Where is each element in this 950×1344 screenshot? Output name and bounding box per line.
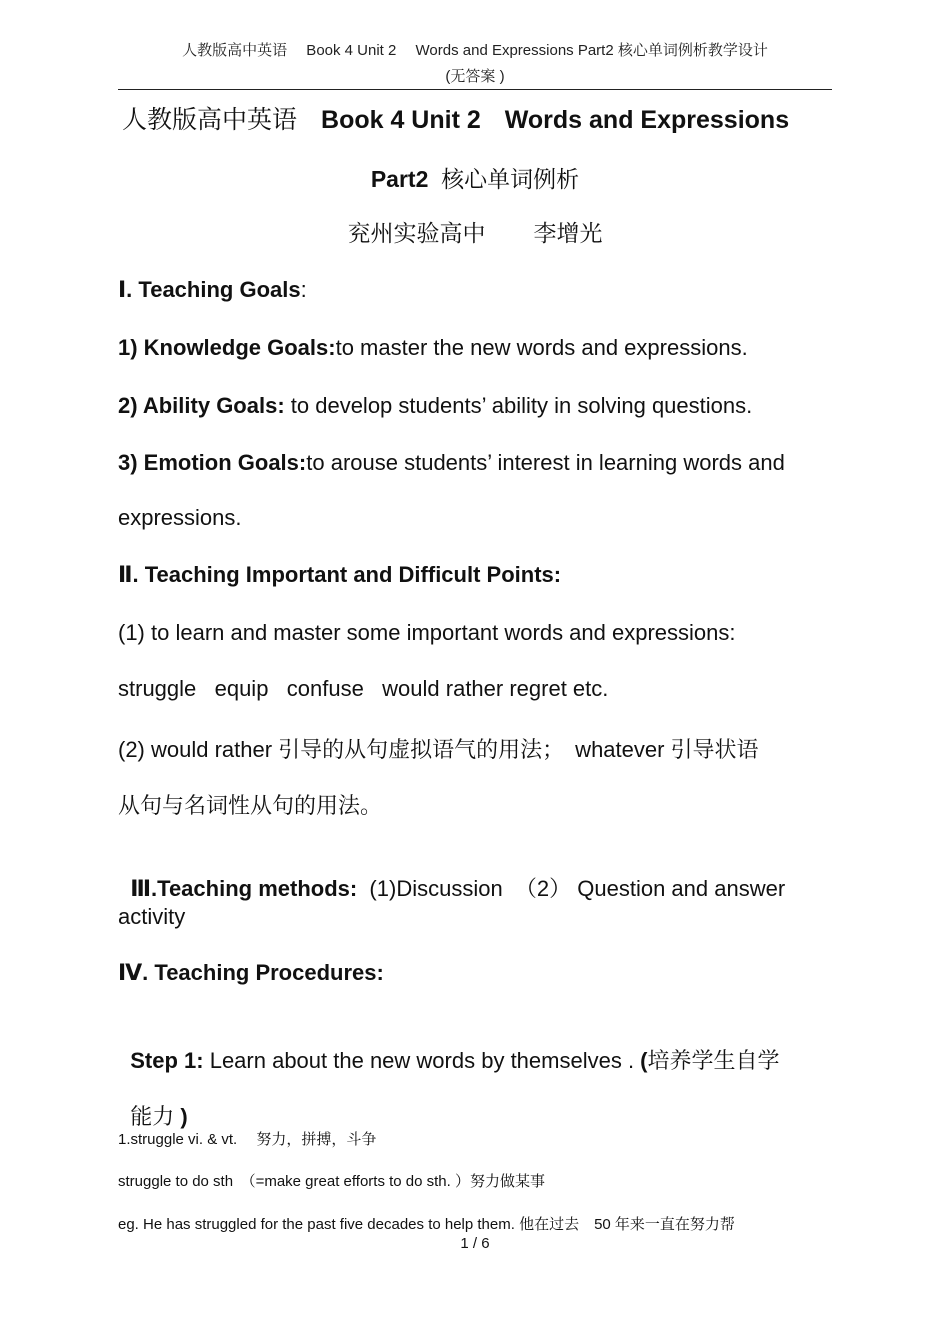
- author-name: 李增光: [533, 220, 603, 246]
- header-divider: [118, 89, 832, 90]
- knowledge-goals: [118, 335, 748, 361]
- emotion-goals-cont: expressions.: [118, 505, 242, 530]
- vocab-item-struggle: 1.struggle vi. & vt. 努力，拼搏，斗争: [118, 1131, 377, 1148]
- document-subtitle: [0, 161, 950, 194]
- point2-cont: 从句与名词性从句的用法。: [118, 793, 383, 818]
- author-line: [0, 215, 950, 248]
- knowledge-goals-text: to master the new words and expressions.: [335, 335, 748, 360]
- section3-line: [118, 846, 785, 903]
- author-school: 兖州实验高中: [347, 220, 486, 246]
- step1-cn: 培养学生自学: [647, 1048, 780, 1073]
- subtitle-part: Part2: [370, 166, 429, 192]
- section2-heading: Ⅱ. Teaching Important and Difficult Points:: [118, 562, 562, 587]
- section3-text: (1)Discussion （2） Question and answer: [357, 876, 786, 901]
- running-header: [118, 38, 832, 90]
- section3-heading: Ⅲ.Teaching methods:: [130, 876, 358, 901]
- document-title: [118, 100, 858, 136]
- ability-goals-label: 2) Ability Goals:: [118, 393, 285, 418]
- knowledge-goals-label: 1) Knowledge Goals:: [118, 335, 336, 360]
- section4-heading: Ⅳ. Teaching Procedures:: [118, 960, 384, 985]
- step1-cont: 能力 ): [130, 1104, 188, 1129]
- point1: (1) to learn and master some important words and expressions:: [118, 620, 736, 645]
- title-chinese: 人教版高中英语: [122, 106, 298, 134]
- point1-words: struggle equip confuse would rather regret etc.: [118, 676, 609, 701]
- running-header-line1: 人教版高中英语 Book 4 Unit 2 Words and Expressions Part2 核心单词例析教学设计: [182, 42, 768, 59]
- emotion-goals: [118, 450, 785, 476]
- step1: Step 1: Learn about the new words by themselves . (培养学生自学: [130, 1048, 780, 1073]
- vocab-example-struggle: eg. He has struggled for the past five decades to help them. 他在过去 50 年来一直在努力帮: [118, 1216, 735, 1233]
- ability-goals-text: to develop students’ ability in solving questions.: [284, 393, 753, 418]
- vocab-usage-struggle: struggle to do sth （=make great efforts to do sth. ）努力做某事: [118, 1173, 545, 1190]
- running-header-line2: (无答案 ): [445, 68, 505, 85]
- title-book: Book 4 Unit 2: [321, 106, 481, 134]
- ability-goals: [118, 393, 752, 419]
- subtitle-chinese: 核心单词例析: [441, 166, 580, 192]
- step1-text: Learn about the new words by themselves .: [203, 1048, 641, 1073]
- emotion-goals-label: 3) Emotion Goals:: [118, 450, 307, 475]
- section1-heading: Ⅰ. Teaching Goals:: [118, 277, 307, 302]
- title-words: Words and Expressions: [504, 106, 790, 134]
- page-number: 1 / 6: [460, 1235, 490, 1252]
- step1-label: Step 1:: [130, 1048, 204, 1073]
- point2: (2) would rather 引导的从句虚拟语气的用法； whatever 引导状语: [118, 737, 759, 762]
- emotion-goals-text: to arouse students’ interest in learning words and: [306, 450, 785, 475]
- section3-cont: activity: [118, 904, 186, 929]
